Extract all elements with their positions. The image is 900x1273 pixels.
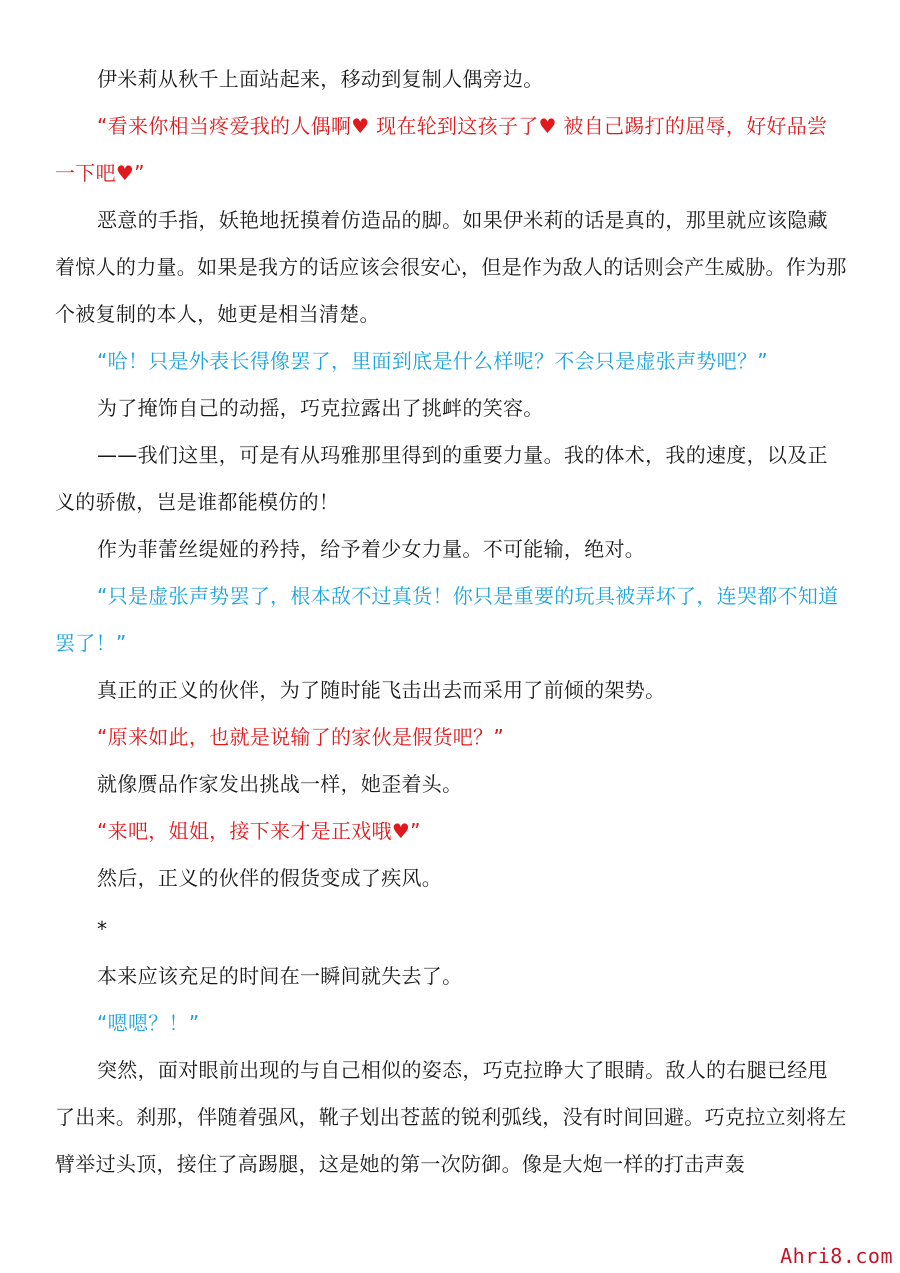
dialogue-chocola-2: “只是虚张声势罢了，根本敌不过真货！你只是重要的玩具被弄坏了，连哭都不知道罢了！” (55, 584, 839, 655)
paragraph-15: 本来应该充足的时间在一瞬间就失去了。 (97, 964, 463, 988)
paragraph-17: 突然，面对眼前出现的与自己相似的姿态，巧克拉睁大了眼睛。敌人的右腿已经甩了出来。刹那，伴随着强风，靴子划出苍蓝的锐利弧线，没有时间回避。巧克拉立刻将左臂举过头顶，接住了高踢腿，这是她的第一次防御。像是大炮一样的打击声轰 (55, 1058, 847, 1176)
document-body (55, 56, 847, 1188)
dialogue-chocola-1: “哈！只是外表长得像罢了，里面到底是什么样呢？不会只是虚张声势吧？” (97, 349, 768, 373)
paragraph-7: 作为菲蕾丝缇娅的矜持，给予着少女力量。不可能输，绝对。 (97, 537, 646, 561)
paragraph-9: 真正的正义的伙伴，为了随时能飞击出去而采用了前倾的架势。 (97, 678, 666, 702)
paragraph-3: 恶意的手指，妖艳地抚摸着仿造品的脚。如果伊米莉的话是真的，那里就应该隐藏着惊人的力量。如果是我方的话应该会很安心，但是作为敌人的话则会产生威胁。作为那个被复制的本人，她更是相当清楚。 (55, 208, 847, 326)
paragraph-5: 为了掩饰自己的动摇，巧克拉露出了挑衅的笑容。 (97, 396, 544, 420)
paragraph-11: 就像赝品作家发出挑战一样，她歪着头。 (97, 772, 463, 796)
dialogue-emily-2: “原来如此，也就是说输了的家伙是假货吧？” (97, 725, 505, 749)
scene-separator: * (97, 917, 108, 941)
dialogue-chocola-3: “嗯嗯？！” (97, 1011, 200, 1035)
watermark-logo: Ahri8.com (780, 1244, 893, 1268)
paragraph-1: 伊米莉从秋千上面站起来，移动到复制人偶旁边。 (97, 67, 544, 91)
dialogue-emily-1: “看来你相当疼爱我的人偶啊♥ 现在轮到这孩子了♥ 被自己踢打的屈辱，好好品尝一下吧♥” (55, 114, 828, 185)
paragraph-13: 然后，正义的伙伴的假货变成了疾风。 (97, 866, 443, 890)
paragraph-6: ——我们这里，可是有从玛雅那里得到的重要力量。我的体术，我的速度，以及正义的骄傲，岂是谁都能模仿的！ (55, 443, 828, 514)
dialogue-emily-3: “来吧，姐姐，接下来才是正戏哦♥” (97, 819, 421, 843)
